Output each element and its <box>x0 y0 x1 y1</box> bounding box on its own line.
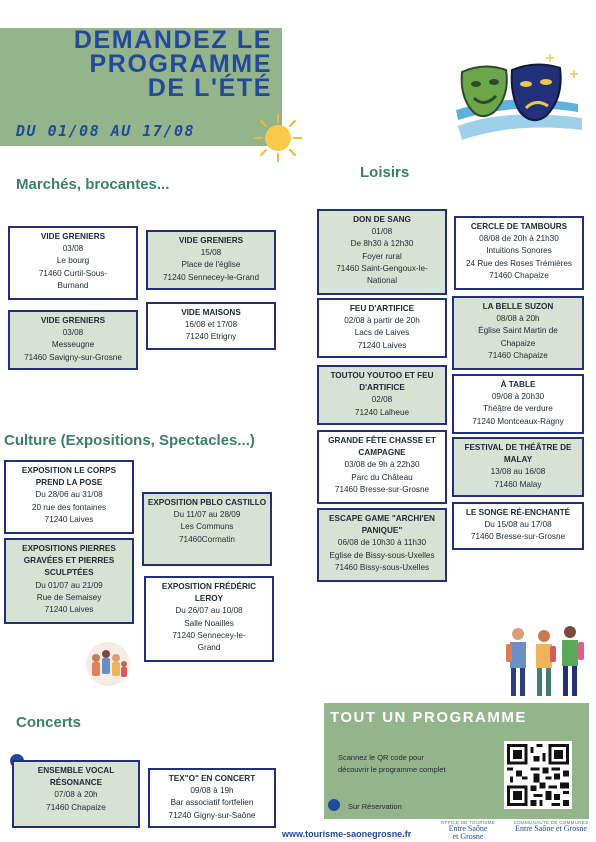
event-card: EXPOSITIONS PIERRES GRAVÉES ET PIERRES SCULPTÉES Du 01/07 au 21/09 Rue de Semaisey 71240 Laives <box>4 538 134 624</box>
tourism-office-logo: OFFICE DE TOURISME Entre Saône et Grosne <box>440 820 496 841</box>
programme-title: TOUT UN PROGRAMME <box>330 709 527 726</box>
event-card: TEX"O" EN CONCERT 09/08 à 19h Bar associatif fortfelien 71240 Gigny-sur-Saône <box>148 768 276 828</box>
event-card: CERCLE DE TAMBOURS 08/08 de 20h à 21h30 Intuitions Sonores 24 Rue des Roses Trémières 71460 Chapaize <box>454 216 584 290</box>
event-card: À TABLE 09/08 à 20h30 Théâtre de verdure 71240 Montceaux-Ragny <box>452 374 584 434</box>
event-card: FEU D'ARTIFICE 02/08 à partir de 20h Lacs de Laives 71240 Laives <box>317 298 447 358</box>
title-line-2: PROGRAMME <box>89 50 272 78</box>
event-card: LE SONGE RÉ-ENCHANTÉ Du 15/08 au 17/08 71460 Bresse-sur-Grosne <box>452 502 584 550</box>
event-card: VIDE GRENIERS 15/08 Place de l'église 71240 Sennecey-le-Grand <box>146 230 276 290</box>
reservation-dot-legend <box>328 799 340 811</box>
crowd-illustration <box>82 640 134 688</box>
event-card: VIDE GRENIERS 03/08 Messeugne 71460 Savigny-sur-Grosne <box>8 310 138 370</box>
section-concerts-title: Concerts <box>16 714 82 731</box>
event-card: FESTIVAL DE THÉÂTRE DE MALAY 13/08 au 16/08 71460 Malay <box>452 437 584 497</box>
event-card: ESCAPE GAME "ARCHI'EN PANIQUE" 06/08 de 10h30 à 11h30 Eglise de Bissy-sous-Uxelles 71460 Bissy-sous-Uxelles <box>317 508 447 582</box>
section-culture-title: Culture (Expositions, Spectacles...) <box>4 432 255 449</box>
sun-icon <box>252 112 304 164</box>
page-title <box>40 28 272 100</box>
walkers-illustration <box>500 614 592 706</box>
event-card: VIDE GRENIERS 03/08 Le bourg 71460 Curtil-Sous- Burnand <box>8 226 138 300</box>
reservation-legend: Sur Réservation <box>348 802 402 811</box>
programme-text: Scannez le QR code pour découvrir le programme complet <box>338 753 446 774</box>
qr-code-icon[interactable] <box>504 741 572 809</box>
event-card: GRANDE FÊTE CHASSE ET CAMPAGNE 03/08 de 9h à 22h30 Parc du Château 71460 Bresse-sur-Grosne <box>317 430 447 504</box>
title-line-1: DEMANDEZ LE <box>73 26 272 54</box>
event-card: VIDE MAISONS 16/08 et 17/08 71240 Etrigny <box>146 302 276 350</box>
website-link[interactable]: www.tourisme-saonegrosne.fr <box>282 829 412 839</box>
theatre-masks-icon <box>454 48 586 148</box>
event-card: LA BELLE SUZON 08/08 à 20h Église Saint Martin de Chapaize 71460 Chapaize <box>452 296 584 370</box>
section-marches-title: Marchés, brocantes... <box>16 176 170 193</box>
section-loisirs-title: Loisirs <box>360 164 410 181</box>
community-logo: COMMUNAUTÉ DE COMMUNES Entre Saône et Grosne <box>513 820 589 833</box>
event-card: EXPOSITION FRÉDÉRIC LEROY Du 26/07 au 10/08 Salle Noailles 71240 Sennecey-le- Grand <box>144 576 274 662</box>
event-card: EXPOSITION LE CORPS PREND LA POSE Du 28/06 au 31/08 20 rue des fontaines 71240 Laives <box>4 460 134 534</box>
event-card: EXPOSITION PBLO CASTILLO Du 11/07 au 28/09 Les Communs 71460Cormatin <box>142 492 272 566</box>
title-line-3: DE L'ÉTÉ <box>147 74 272 102</box>
event-card: ENSEMBLE VOCAL RÉSONANCE 07/08 à 20h 71460 Chapaize <box>12 760 140 828</box>
date-range: DU 01/08 AU 17/08 <box>16 122 196 140</box>
event-card: TOUTOU YOUTOO ET FEU D'ARTIFICE 02/08 71240 Lalheue <box>317 365 447 425</box>
event-card: DON DE SANG 01/08 De 8h30 à 12h30 Foyer rural 71460 Saint-Gengoux-le- National <box>317 209 447 295</box>
